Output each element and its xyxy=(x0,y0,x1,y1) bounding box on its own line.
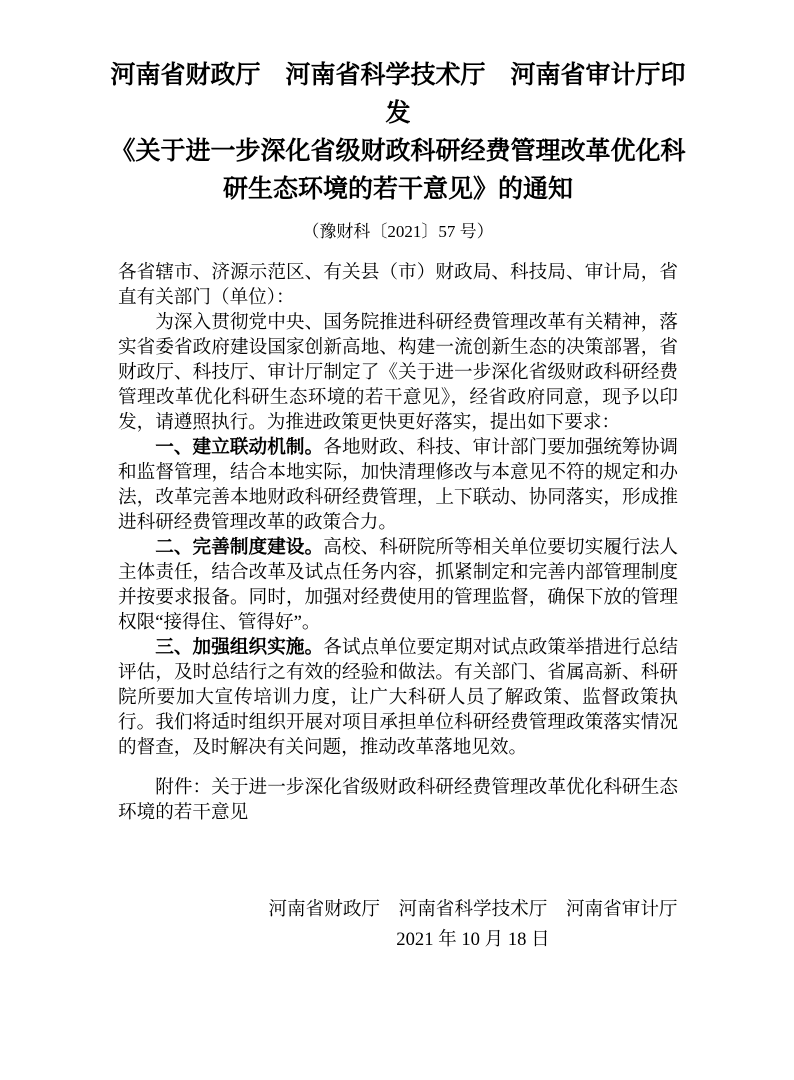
section-heading: 三、加强组织实施。 xyxy=(155,637,324,658)
attachment-line: 附件：关于进一步深化省级财政科研经费管理改革优化科研生态环境的若干意见 xyxy=(118,777,678,823)
document-body xyxy=(118,260,678,825)
signer-names: 河南省财政厅 河南省科学技术厅 河南省审计厅 xyxy=(268,899,678,920)
title-line: 发 xyxy=(385,99,411,127)
salutation: 各省辖市、济源示范区、有关县（市）财政局、科技局、审计局，省直有关部门（单位）： xyxy=(118,262,678,308)
section-paragraph xyxy=(118,435,678,535)
document-title xyxy=(104,56,692,208)
section-heading: 一、建立联动机制。 xyxy=(155,437,324,458)
signature-block xyxy=(118,895,678,955)
title-line: 河南省财政厅 河南省科学技术厅 河南省审计厅印 xyxy=(110,61,686,89)
subtitle-line: 研生态环境的若干意见》的通知 xyxy=(222,175,573,203)
document-number: （豫财科〔2021〕57 号） xyxy=(302,222,494,241)
section-heading: 二、完善制度建设。 xyxy=(155,537,324,558)
issue-date: 2021 年 10 月 18 日 xyxy=(396,929,550,950)
section-text: 各地财政、科技、审计部门要加强统筹协调和监督管理，结合本地实际，加快清理修改与本意见不符的规定和办法，改革完善本地财政科研经费管理，上下联动、协同落实，形成推进科研经费管理改革的政策合力。 xyxy=(118,437,678,533)
section-text: 高校、科研院所等相关单位要切实履行法人主体责任，结合改革及试点任务内容，抓紧制定和完善内部管理制度并按要求报备。同时，加强对经费使用的管理监督，确保下放的管理权限“接得住、管得好”。 xyxy=(118,537,678,633)
subtitle-line: 《关于进一步深化省级财政科研经费管理改革优化科 xyxy=(110,137,686,165)
intro-paragraph: 为深入贯彻党中央、国务院推进科研经费管理改革有关精神，落实省委省政府建设国家创新高地、构建一流创新生态的决策部署，省财政厅、科技厅、审计厅制定了《关于进一步深化省级财政科研经费管理改革优化科研生态环境的若干意见》，经省政府同意，现予以印发，请遵照执行。为推进政策更快更好落实，提出如下要求： xyxy=(118,312,678,433)
section-paragraph xyxy=(118,635,678,760)
section-text: 各试点单位要定期对试点政策举措进行总结评估，及时总结行之有效的经验和做法。有关部门、省属高新、科研院所要加大宣传培训力度，让广大科研人员了解政策、监督政策执行。我们将适时组织开展对项目承担单位科研经费管理政策落实情况的督查，及时解决有关问题，推动改革落地见效。 xyxy=(118,637,678,758)
section-paragraph xyxy=(118,535,678,635)
